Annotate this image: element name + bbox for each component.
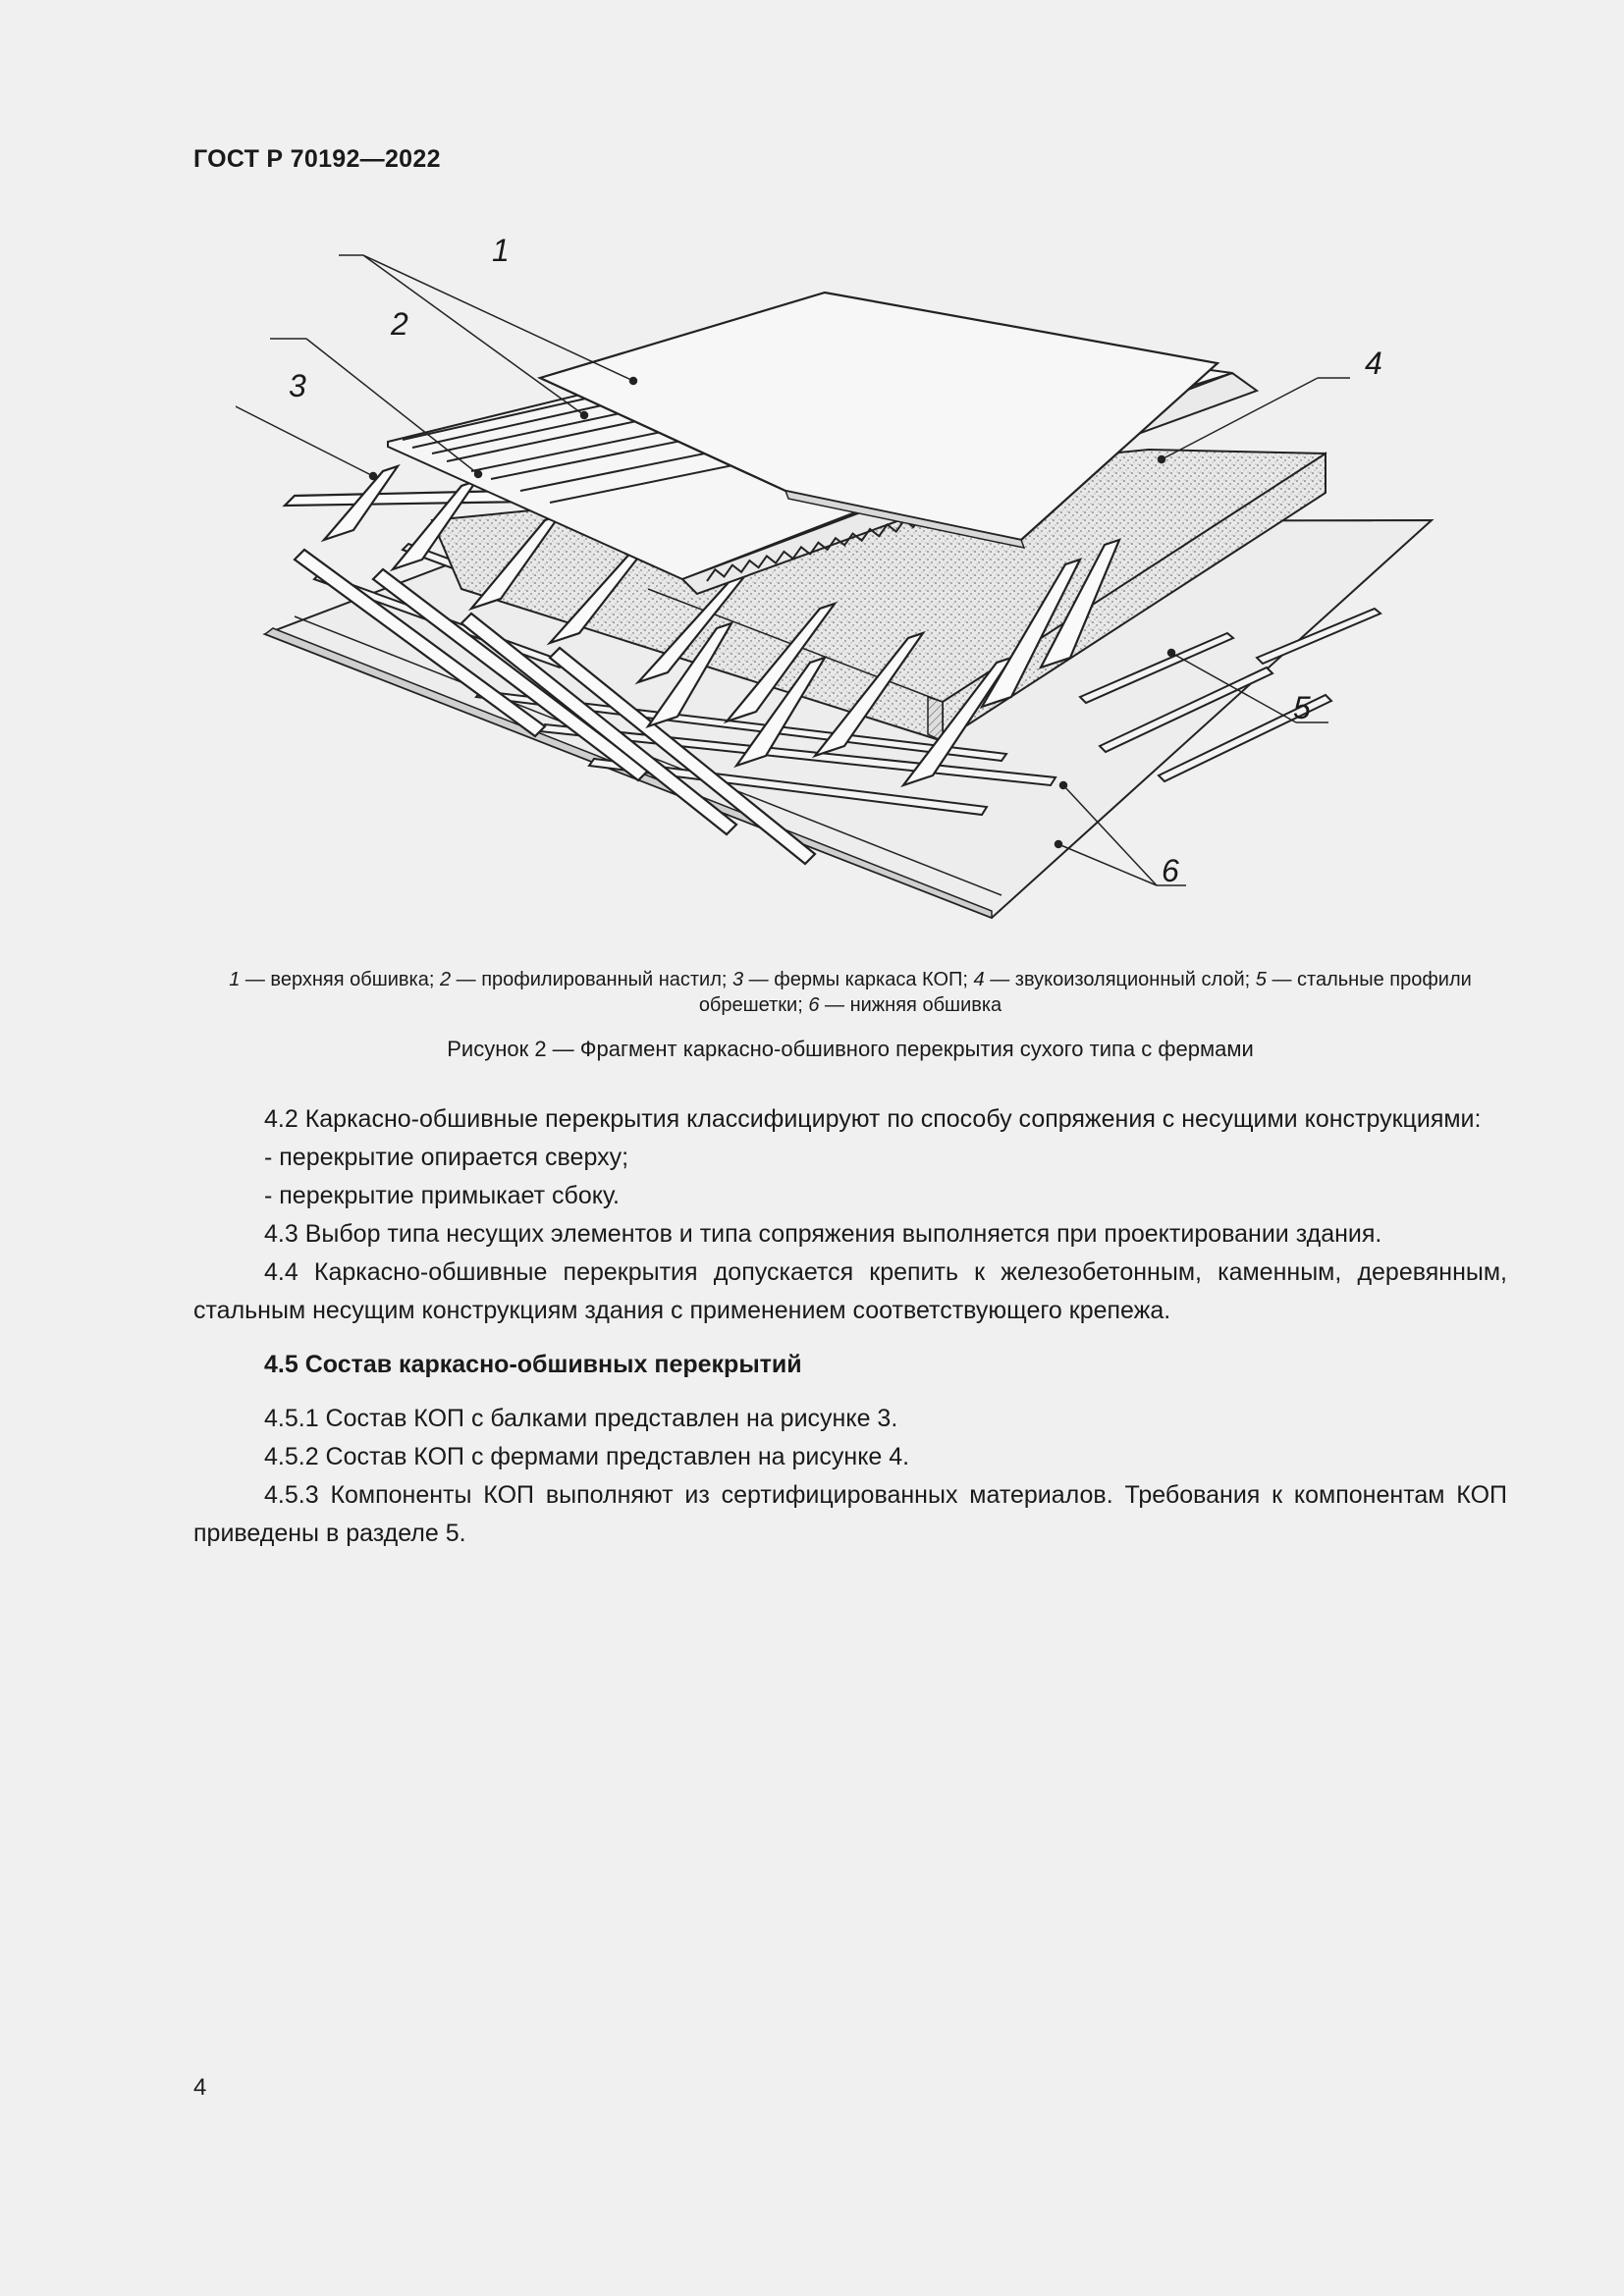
- paragraph-4-5-1: 4.5.1 Состав КОП с балками представлен на рисунке 3.: [264, 1405, 898, 1432]
- legend-num-3: 3: [732, 969, 744, 990]
- document-standard-header: ГОСТ Р 70192—2022: [193, 145, 441, 173]
- paragraph-4-3: 4.3 Выбор типа несущих элементов и типа сопряжения выполняется при проектировании здания.: [264, 1220, 1382, 1248]
- legend-text-6: — нижняя обшивка: [819, 994, 1002, 1016]
- paragraph-4-2: 4.2 Каркасно-обшивные перекрытия классифицируют по способу сопряжения с несущими конструкциями:: [264, 1105, 1482, 1133]
- callout-2: 2: [391, 306, 408, 342]
- figure-title: Рисунок 2 — Фрагмент каркасно-обшивного перекрытия сухого типа с фермами: [447, 1037, 1254, 1061]
- body-text: [193, 1100, 1507, 1553]
- legend-num-4: 4: [973, 969, 985, 990]
- callout-5: 5: [1293, 690, 1311, 725]
- floor-structure-figure: [236, 236, 1453, 933]
- callout-6: 6: [1162, 853, 1179, 888]
- paragraph-4-4: 4.4 Каркасно-обшивные перекрытия допускается крепить к железобетонным, каменным, деревянным, стальным несущим конструкциям здания с применением соответствующего крепежа.: [193, 1258, 1507, 1324]
- legend-num-1: 1: [229, 969, 241, 990]
- list-item-top-support: - перекрытие опирается сверху;: [264, 1144, 629, 1171]
- legend-num-5: 5: [1255, 969, 1267, 990]
- legend-num-6: 6: [808, 994, 820, 1016]
- page-number: 4: [193, 2074, 207, 2101]
- legend-text-3: — фермы каркаса КОП;: [743, 969, 974, 990]
- figure-legend: [193, 967, 1507, 1018]
- callout-1: 1: [492, 236, 510, 268]
- callout-3: 3: [289, 368, 306, 403]
- list-item-side-abutment: - перекрытие примыкает сбоку.: [264, 1182, 620, 1209]
- callout-4: 4: [1365, 346, 1382, 381]
- paragraph-4-5-2: 4.5.2 Состав КОП с фермами представлен на рисунке 4.: [264, 1443, 910, 1470]
- legend-num-2: 2: [439, 969, 452, 990]
- legend-text-5: — стальные профили обрешетки;: [698, 969, 1472, 1016]
- legend-text-2: — профилированный настил;: [451, 969, 732, 990]
- section-heading-4-5: 4.5 Состав каркасно-обшивных перекрытий: [264, 1351, 802, 1378]
- floor-structure-drawing: [236, 236, 1453, 933]
- legend-text-4: — звукоизоляционный слой;: [984, 969, 1256, 990]
- legend-text-1: — верхняя обшивка;: [240, 969, 440, 990]
- paragraph-4-5-3: 4.5.3 Компоненты КОП выполняют из сертифицированных материалов. Требования к компонентам КОП приведены в разделе 5.: [193, 1481, 1507, 1547]
